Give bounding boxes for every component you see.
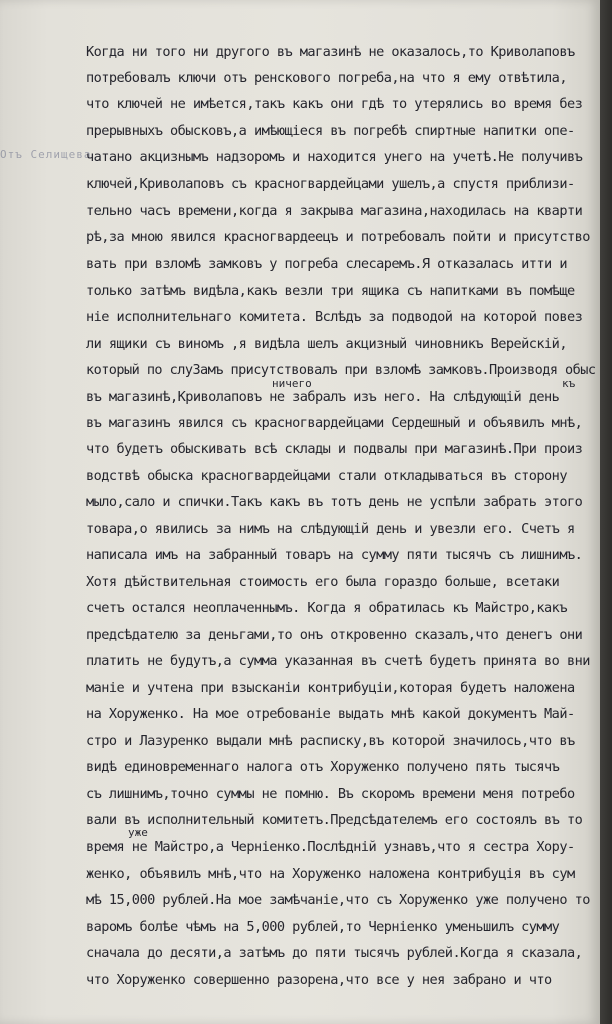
text-line-16: что будетъ обыскивать всѣ склады и подвалы при магазинѣ.При произ	[86, 441, 583, 457]
text-line-35: сначала до десяти,а затѣмъ до пяти тысячъ рублей.Когда я сказала,	[86, 945, 583, 961]
text-line-28: видѣ единовременнаго налога отъ Хоруженко получено пять тысячъ	[86, 759, 560, 775]
text-line-26: на Хоруженко. На мое отребованіе выдать мнѣ какой документъ Май-	[86, 706, 575, 722]
margin-note: Отъ Селищева	[0, 148, 92, 161]
text-line-23: предсѣдателю за деньгами,то онъ откровенно сказалъ,что денегъ они	[86, 627, 583, 643]
text-line-20: написала имъ на забранный товаръ на сумму пяти тысячъ съ лишнимъ.	[86, 547, 583, 563]
text-line-29: съ лишнимъ,точно суммы не помню. Въ скоромъ времени меня потребо	[86, 786, 575, 802]
text-line-7: тельно часъ времени,когда я закрыва магазина,находилась на кварти	[86, 203, 583, 219]
text-line-34: варомъ болѣе чѣмъ на 5,000 рублей,то Черніенко уменьшилъ сумму	[86, 919, 560, 935]
text-line-10: только затѣмъ видѣла,какъ везли три ящика съ напитками въ помѣще	[86, 283, 575, 299]
text-line-11: ніе исполнительнаго комитета. Вслѣдъ за подводой на которой повез	[86, 309, 583, 325]
page-edge-shadow	[600, 0, 612, 1024]
text-line-32: женко, объявилъ мнѣ,что на Хоруженко наложена контрибуція въ сум	[86, 866, 575, 882]
text-line-17: водствѣ обыска красногвардейцами стали откладываться въ сторону	[86, 468, 567, 484]
text-line-4: прерывныхъ обысковъ,а имѣющіеся въ погребѣ спиртные напитки опе-	[86, 123, 575, 139]
text-line-24: платить не будутъ,а сумма указанная въ счетѣ будетъ принята во вни	[86, 653, 590, 669]
text-line-31: время не Майстро,а Черніенко.Послѣдній узнавъ,что я сестра Хору-	[86, 839, 575, 855]
text-line-30: вали въ исполнительный комитетъ.Предсѣдателемъ его состоялъ въ то	[86, 812, 583, 828]
text-line-25: маніе и учтена при взысканіи контрибуціи,которая будетъ наложена	[86, 680, 575, 696]
text-line-36: что Хоруженко совершенно разорена,что все у нея забрано и что	[86, 972, 552, 988]
text-line-14: въ магазинѣ,Криволаповъ не забралъ изъ него. На слѣдующій день	[86, 389, 560, 405]
text-line-9: вать при взломѣ замковъ у погреба слесаремъ.Я отказалась итти и	[86, 256, 567, 272]
text-line-21: Хотя дѣйствительная стоимость его была гораздо больше, всетаки	[86, 574, 560, 590]
inserted-word-uzhe: уже	[128, 826, 148, 839]
text-line-2: потребовалъ ключи отъ ренскового погреба,на что я ему отвѣтила,	[86, 70, 567, 86]
inserted-word-nichego: ничего	[272, 377, 312, 390]
text-line-18: мыло,сало и спички.Такъ какъ въ тотъ день не успѣли забрать этого	[86, 494, 583, 510]
text-line-15: въ магазинъ явился съ красногвардейцами Сердешный и объявилъ мнѣ,	[86, 415, 583, 431]
inserted-word-k: къ	[562, 377, 576, 390]
text-line-27: стро и Лазуренко выдали мнѣ расписку,въ которой значилось,что въ	[86, 733, 575, 749]
text-line-33: мѣ 15,000 рублей.На мое замѣчаніе,что съ Хоруженко уже получено то	[86, 892, 590, 908]
text-line-8: рѣ,за мною явился красногвардеецъ и потребовалъ пойти и присутство	[86, 229, 590, 245]
text-line-3: что ключей не имѣется,такъ какъ они гдѣ то утерялись во время без	[86, 96, 583, 112]
text-line-13: который по слуЗамъ присутствовалъ при взломѣ замковъ.Производя обыс	[86, 362, 596, 378]
text-line-1: Когда ни того ни другого въ магазинѣ не оказалось,то Криволаповъ	[86, 44, 575, 60]
text-line-12: ли ящики съ виномъ ,я видѣла шелъ акцизный чиновникъ Верейскій,	[86, 336, 567, 352]
text-line-5: чатано акцизнымъ надзоромъ и находится унего на учетѣ.Не получивъ	[86, 149, 583, 165]
text-line-6: ключей,Криволаповъ съ красногвардейцами ушелъ,а спустя приблизи-	[86, 176, 575, 192]
text-line-19: товара,о явились за нимъ на слѣдующій день и увезли его. Счетъ я	[86, 521, 575, 537]
text-line-22: счетъ остался неоплаченнымъ. Когда я обратилась къ Майстро,какъ	[86, 600, 567, 616]
